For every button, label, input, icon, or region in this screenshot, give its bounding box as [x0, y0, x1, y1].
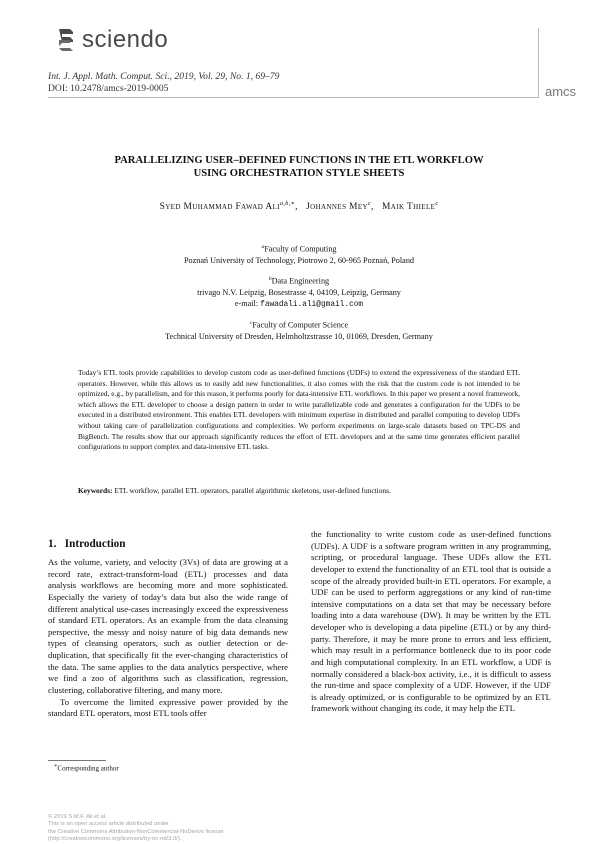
title-line: PARALLELIZING USER–DEFINED FUNCTIONS IN THE ETL WORKFLOW	[114, 155, 484, 166]
affiliation-a	[48, 242, 550, 266]
affiliation-sup: a	[261, 244, 265, 250]
license-line: © 2019 S.M.F. Ali et al.	[48, 814, 107, 820]
affiliation-sup: b	[268, 276, 272, 282]
affiliation-line: trivago N.V. Leipzig, Bosestrasse 4, 04109, Leipzig, Germany	[197, 287, 401, 297]
footnote-rule	[48, 760, 106, 761]
author-name: Johannes Mey	[306, 202, 368, 213]
author-list: Syed Muhammad Fawad Ali$^{a,b,∗}$, Johannes Mey$^c$, Maik Thiele$^c$	[159, 201, 439, 213]
affiliation-b	[48, 274, 550, 311]
abstract: Today’s ETL tools provide capabilities to develop custom code as user-defined functions (UDFs) to extend the expressiveness of the standard ETL operators. However, while this allows us to easily add new functionalities, it also comes with the risk that the custom code is not intended to be optimized, e.g., by parallelism, and for this reason, it performs poorly for data-intensive ETL workflows. In this paper we present a novel framework, which allows the ETL developer to choose a design pattern in order to write parallelizable code and generates a configuration for the UDFs to be executed in a distributed environment. This enables ETL developers with minimum expertise in distributed and parallel computing to develop UDFs without taking care of parallelization configurations and complexities. We perform experiments on large-scale datasets based on TPC-DS and BigBench. The results show that our approach significantly reduces the effort of ETL developers and at the same time generates efficient parallel configurations to support complex and data-intensive ETL tasks.	[78, 368, 520, 452]
section-number: 1.	[48, 538, 57, 550]
license-line[interactable]: (http://creativecommons.org/licenses/by-nc-nd/3.0/).	[48, 836, 182, 843]
author-name: Maik Thiele	[382, 202, 436, 213]
title-line: USING ORCHESTRATION STYLE SHEETS	[193, 168, 405, 179]
footnote-text: Corresponding author	[57, 764, 119, 773]
doi: DOI: 10.2478/amcs-2019-0005	[48, 83, 169, 94]
footnote	[54, 763, 119, 772]
journal-citation: Int. J. Appl. Math. Comput. Sci., 2019, Vol. 29, No. 1, 69–79	[48, 71, 280, 82]
affiliation-line: Technical University of Dresden, Helmholtzstrasse 10, 01069, Dresden, Germany	[165, 331, 433, 341]
paper-title	[48, 154, 550, 180]
keywords	[78, 486, 520, 497]
column-right	[311, 529, 551, 715]
publisher-logo	[56, 26, 168, 54]
email-address[interactable]: fawadali.ali@gmail.com	[260, 300, 364, 309]
license-notice	[48, 814, 348, 844]
logo-text: sciendo	[82, 26, 169, 53]
section-heading	[48, 538, 126, 550]
author-sup: c	[367, 201, 372, 207]
amcs-logo: amcs	[545, 84, 577, 99]
paragraph: the functionality to write custom code as user-defined functions (UDFs). A UDF is a software program written in any programming, scripting, or procedural language. These UDFs allow the ETL developer to extend the functionality of an ETL tool that is outside a scope of the already provided built-in ETL operators. For example, a UDF can be used to perform aggregations or any kind of run-time intensive computations on a data set that may be necessary before loading into a data warehouse (DW). It may be written by the ETL developer who is developing a data pipeline (ETL) or by any third-party. Therefore, it may be more prone to errors and less efficient, which may result in a performance bottleneck due to its poor code and high computational complexity. In an ETL workflow, a UDF is normally considered a black-box activity, i.e., it is difficult to assess the run-time and space complexity of a UDF. However, if the UDF is already optimized, or is configurable to be optimized by an ETL framework without changing its code, it may help the ETL	[311, 529, 551, 714]
sciendo-logo-icon	[56, 26, 76, 54]
author-sup: a,b,∗	[280, 201, 296, 207]
author-sup: c	[435, 201, 439, 207]
header-vertical-rule	[538, 28, 539, 98]
keywords-text: ETL workflow, parallel ETL operators, parallel algorithmic skeletons, user-defined functions.	[114, 486, 391, 495]
paragraph: To overcome the limited expressive power provided by the standard ETL operators, most ETL tools offer	[48, 696, 288, 719]
license-line: the Creative Commons Attribution-NonCommercial-NoDerivs license	[48, 828, 224, 835]
footnote-sup: ∗	[54, 764, 58, 769]
affiliation-c	[48, 318, 550, 342]
affiliation-line: Data Engineering	[271, 276, 330, 286]
affiliation-line: Poznań University of Technology, Piotrowo 2, 60-965 Poznań, Poland	[183, 255, 415, 265]
author-name: Syed Muhammad Fawad Ali	[159, 202, 280, 213]
paragraph: As the volume, variety, and velocity (3Vs) of data are growing at a record rate, extract-transform-load (ETL) processes and data analysis workflows are becoming more and more sophisticated. Especially the variety of today’s data but also the wide range of different analytical use-cases increasingly exceed the expressiveness of standard ETL operators. As an example from the data cleansing perspective, the messy and noisy nature of big data demands new types of cleansing operators, such as outlier detection or de-duplication, that specifically fit the ever-changing characteristics of the data. The same applies to the data analytics perspective, where we find a zoo of algorithms such as classification, regression, clustering, collaborative filtering, and many more.	[48, 557, 288, 695]
affiliation-line: Faculty of Computing	[264, 244, 337, 254]
header-rule	[48, 97, 538, 98]
column-left	[48, 557, 288, 720]
section-title: Introduction	[64, 538, 126, 550]
license-line: This is an open access article distributed under	[48, 821, 169, 828]
email-label: e-mail:	[234, 298, 261, 308]
affiliation-sup: c	[249, 320, 253, 326]
keywords-label: Keywords:	[78, 486, 113, 495]
affiliation-line: Faculty of Computer Science	[252, 320, 349, 330]
